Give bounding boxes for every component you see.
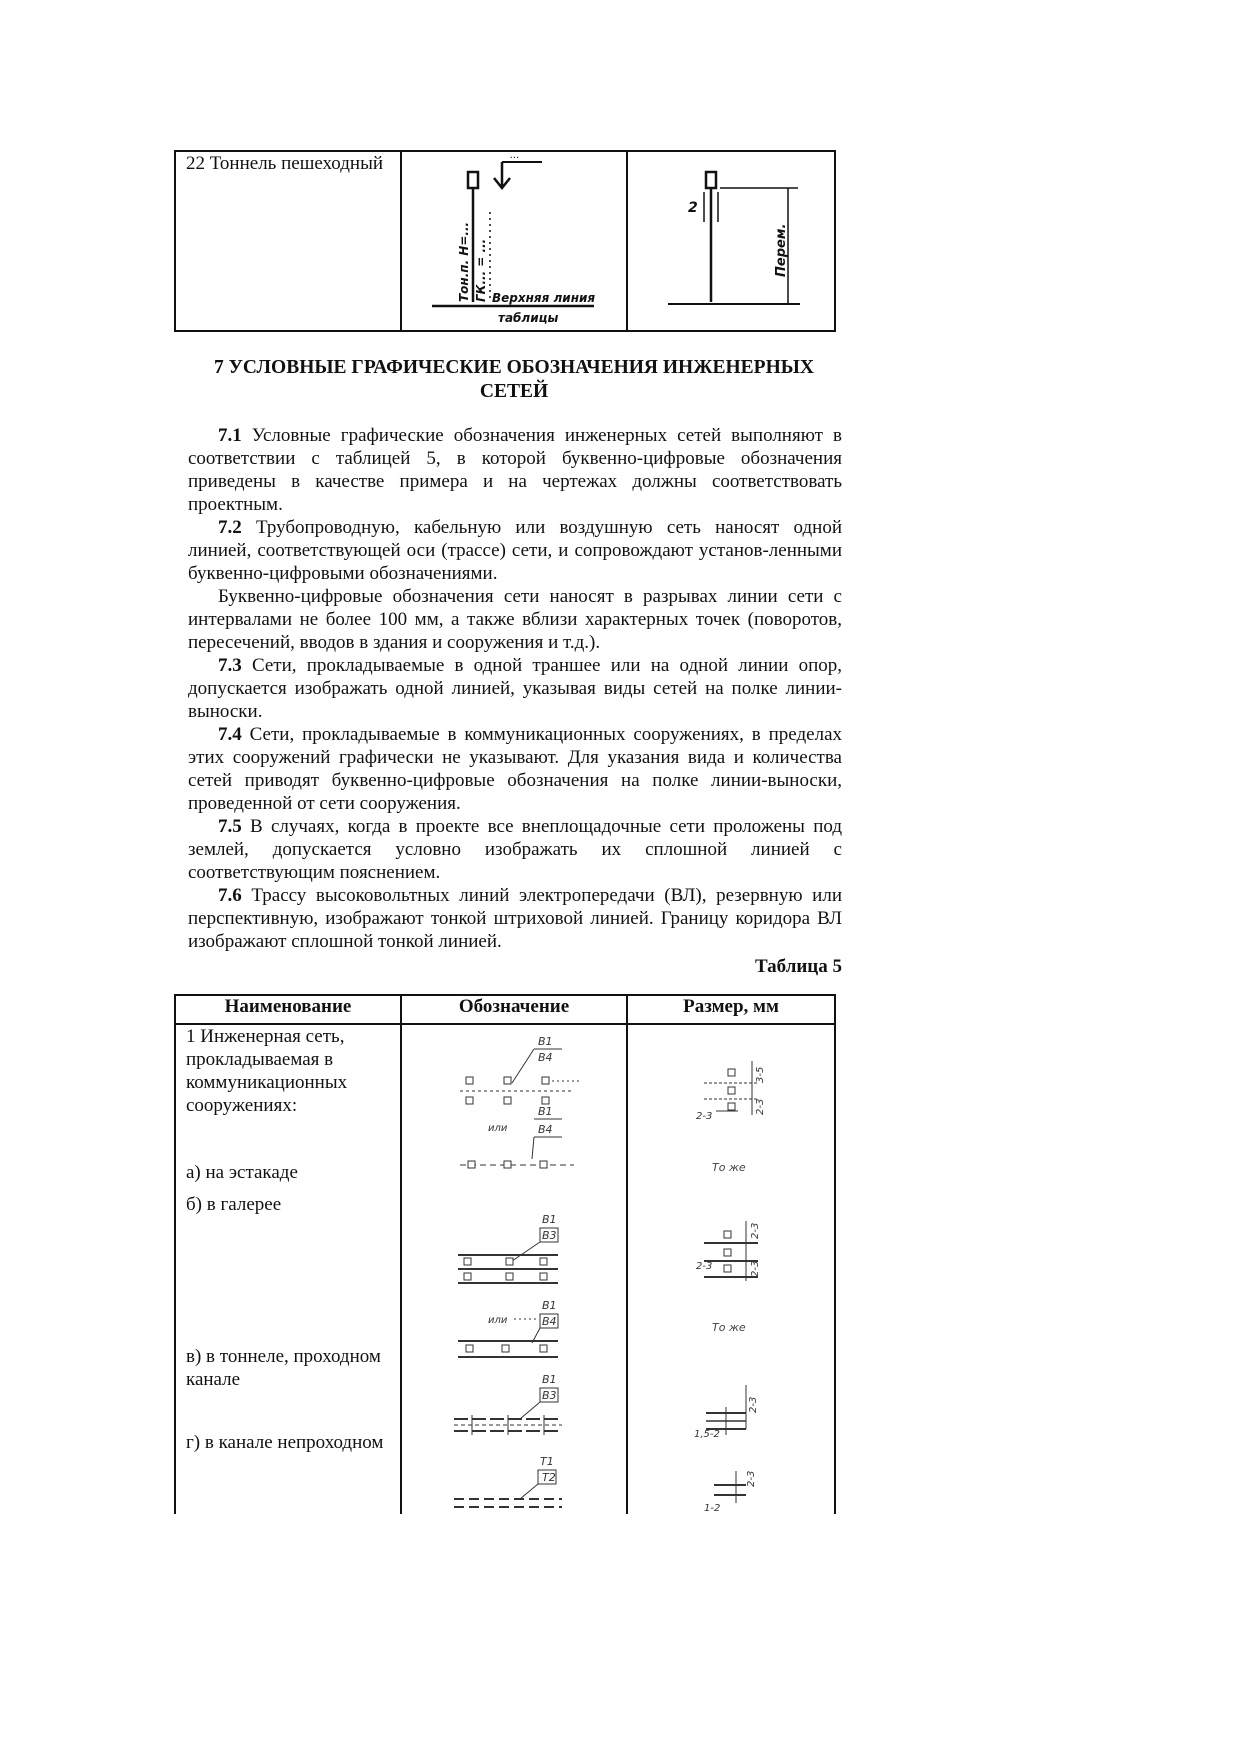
header-symbol: Обозначение [401,995,627,1024]
svg-text:В4: В4 [542,1315,557,1328]
upper-line-label: Верхняя линия [492,291,596,305]
svg-text:В1: В1 [538,1105,553,1118]
paragraph-7-4: 7.4 Сети, прокладываемые в коммуникационных сооружениях, в пределах этих сооружений графически не указывают. Для указания вида и количества сетей приводят буквенно-цифровые обозначения на полке линии-выноски, проведенной от сети сооружения. [188,724,842,814]
table-5 [174,994,836,1514]
row1-name: 1 Инженерная сеть, прокладываемая в коммуникационных сооружениях: [186,1026,348,1116]
svg-text:2-3: 2-3 [696,1261,713,1272]
variable-size-label: Перем. [774,223,789,277]
tunnel-elevation-label: Тон.п. Н=... [457,221,471,302]
row22-symbol-cell [401,151,627,331]
section-heading-line2: СЕТЕЙ [479,381,549,402]
svg-text:В1: В1 [542,1373,557,1386]
svg-text:Т1: Т1 [540,1455,554,1468]
svg-text:2-3: 2-3 [755,1098,766,1115]
svg-text:или: или [488,1315,508,1326]
table5-size-cell [627,1024,835,1514]
paragraph-7-3: 7.3 Сети, прокладываемые в одной траншее или на одной линии опор, допускается изображать одной линией, указывая виды сетей на полке линии-выноски. [188,655,842,722]
svg-text:Т2: Т2 [542,1471,556,1484]
network-symbols [402,1025,624,1513]
svg-text:В3: В3 [542,1389,557,1402]
paragraph-7-5: 7.5 В случаях, когда в проекте все внеплощадочные сети проложены под землей, допускается условно изображать их сплошной линией с соответствующим пояснением. [188,816,842,883]
network-sizes [628,1025,832,1513]
row22-name-cell [175,151,401,331]
svg-text:В1: В1 [538,1035,553,1048]
row-b-name: б) в галерее [186,1194,282,1215]
svg-text:В1: В1 [542,1213,557,1226]
row22-size-cell [627,151,835,331]
paragraph-7-1: 7.1 Условные графические обозначения инженерных сетей выполняют в соответствии с таблицей 5, в которой буквенно-цифровые обозначения приведены в качестве примера и на чертежах должны соответствовать проектным. [188,425,842,515]
top-table [174,150,836,332]
svg-text:2-3: 2-3 [746,1470,757,1487]
header-size: Размер, мм [627,995,835,1024]
svg-text:3-5: 3-5 [755,1066,766,1083]
same-as-above-2: То же [712,1321,746,1334]
ground-elevation-label: ГК... = ... [474,238,488,302]
row-a-name: а) на эстакаде [186,1162,298,1183]
svg-text:или: или [488,1123,508,1134]
table-caption: Таблица 5 [754,956,842,977]
svg-text:2-3: 2-3 [750,1222,761,1239]
row22-name: 22 Тоннель пешеходный [186,153,384,174]
svg-text:В3: В3 [542,1229,557,1242]
pedestrian-tunnel-size [628,152,832,328]
svg-text:В4: В4 [538,1123,553,1136]
svg-text:1,5-2: 1,5-2 [694,1429,720,1440]
table5-name-cell [175,1024,401,1514]
paragraph-7-2: 7.2 Трубопроводную, кабельную или воздушную сеть наносят одной линией, соответствующей оси (трассе) сети, и сопровождают установ-ленными буквенно-цифровыми обозначениями. [188,517,842,584]
size-2-label: 2 [688,200,698,216]
section-body [188,424,842,953]
header-name: Наименование [175,995,401,1024]
paragraph-7-6: 7.6 Трассу высоковольтных линий электропередачи (ВЛ), резервную или перспективную, изображают тонкой штриховой линией. Границу коридора ВЛ изображают сплошной тонкой линией. [188,885,842,952]
svg-text:1-2: 1-2 [704,1503,721,1513]
section-heading-line1: 7 УСЛОВНЫЕ ГРАФИЧЕСКИЕ ОБОЗНАЧЕНИЯ ИНЖЕНЕРНЫХ [213,357,814,378]
same-as-above-1: То же [712,1161,746,1174]
svg-text:2-3: 2-3 [748,1396,759,1413]
table-label: таблицы [498,311,559,325]
paragraph-7-2-cont: Буквенно-цифровые обозначения сети наносят в разрывах линии сети с интервалами не более 100 мм, а также вблизи характерных точек (поворотов, пересечений, вводов в здания и сооружения и т.д.). [188,586,842,653]
row-c-name: в) в тоннеле, проходном канале [186,1346,381,1390]
row-d-name: г) в канале непроходном [186,1432,384,1453]
pedestrian-tunnel-symbol [402,152,624,328]
section-heading [186,356,842,404]
svg-text:2-3: 2-3 [750,1260,761,1277]
table5-symbol-cell [401,1024,627,1514]
svg-text:В1: В1 [542,1299,557,1312]
svg-text:В4: В4 [538,1051,553,1064]
svg-text:...: ... [510,152,520,161]
svg-text:2-3: 2-3 [696,1111,713,1122]
